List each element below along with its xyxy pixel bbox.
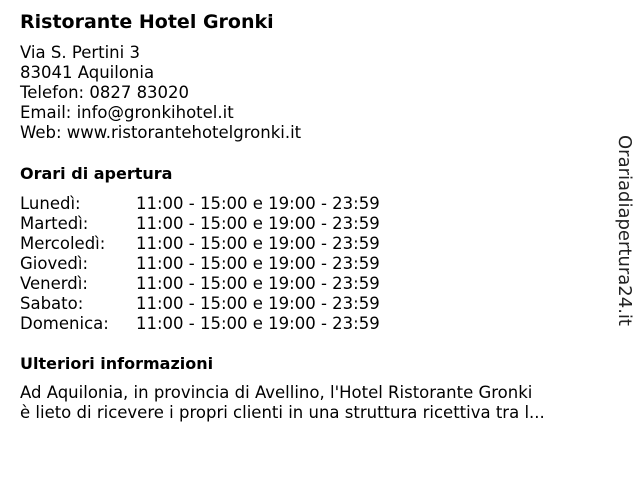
website-url[interactable]: Web: www.ristorantehotelgronki.it [20,123,302,142]
additional-info-heading: Ulteriori informazioni [20,354,214,373]
side-brand-watermark [612,135,636,326]
hours-row-sunday [20,314,380,334]
hours-row-tuesday [20,214,380,234]
day-label: Domenica: [20,314,109,333]
hours-row-monday [20,194,380,214]
time-range: 11:00 - 15:00 e 19:00 - 23:59 [136,314,380,333]
hours-row-thursday [20,254,380,274]
opening-hours-heading: Orari di apertura [20,164,173,183]
day-label: Martedì: [20,214,89,233]
address-block [20,43,301,143]
info-line: è lieto di ricevere i propri clienti in una struttura ricettiva tra l... [20,403,545,422]
hours-row-friday [20,274,380,294]
email-address[interactable]: Email: info@gronkihotel.it [20,103,234,122]
street-address: Via S. Pertini 3 [20,43,140,62]
info-line: Ad Aquilonia, in provincia di Avellino, l'Hotel Ristorante Gronki [20,383,533,402]
time-range: 11:00 - 15:00 e 19:00 - 23:59 [136,234,380,253]
additional-info-text [20,383,600,423]
city-postal: 83041 Aquilonia [20,63,155,82]
hours-row-wednesday [20,234,380,254]
business-name: Ristorante Hotel Gronki [20,11,274,33]
time-range: 11:00 - 15:00 e 19:00 - 23:59 [136,294,380,313]
time-range: 11:00 - 15:00 e 19:00 - 23:59 [136,194,380,213]
day-label: Sabato: [20,294,84,313]
time-range: 11:00 - 15:00 e 19:00 - 23:59 [136,274,380,293]
hours-row-saturday [20,294,380,314]
phone-number[interactable]: Telefon: 0827 83020 [20,83,190,102]
opening-hours-table [20,194,380,334]
day-label: Mercoledì: [20,234,106,253]
brand-text: Orariadiapertura24.it [614,135,635,326]
time-range: 11:00 - 15:00 e 19:00 - 23:59 [136,214,380,233]
time-range: 11:00 - 15:00 e 19:00 - 23:59 [136,254,380,273]
day-label: Giovedì: [20,254,88,273]
day-label: Venerdì: [20,274,88,293]
day-label: Lunedì: [20,194,81,213]
